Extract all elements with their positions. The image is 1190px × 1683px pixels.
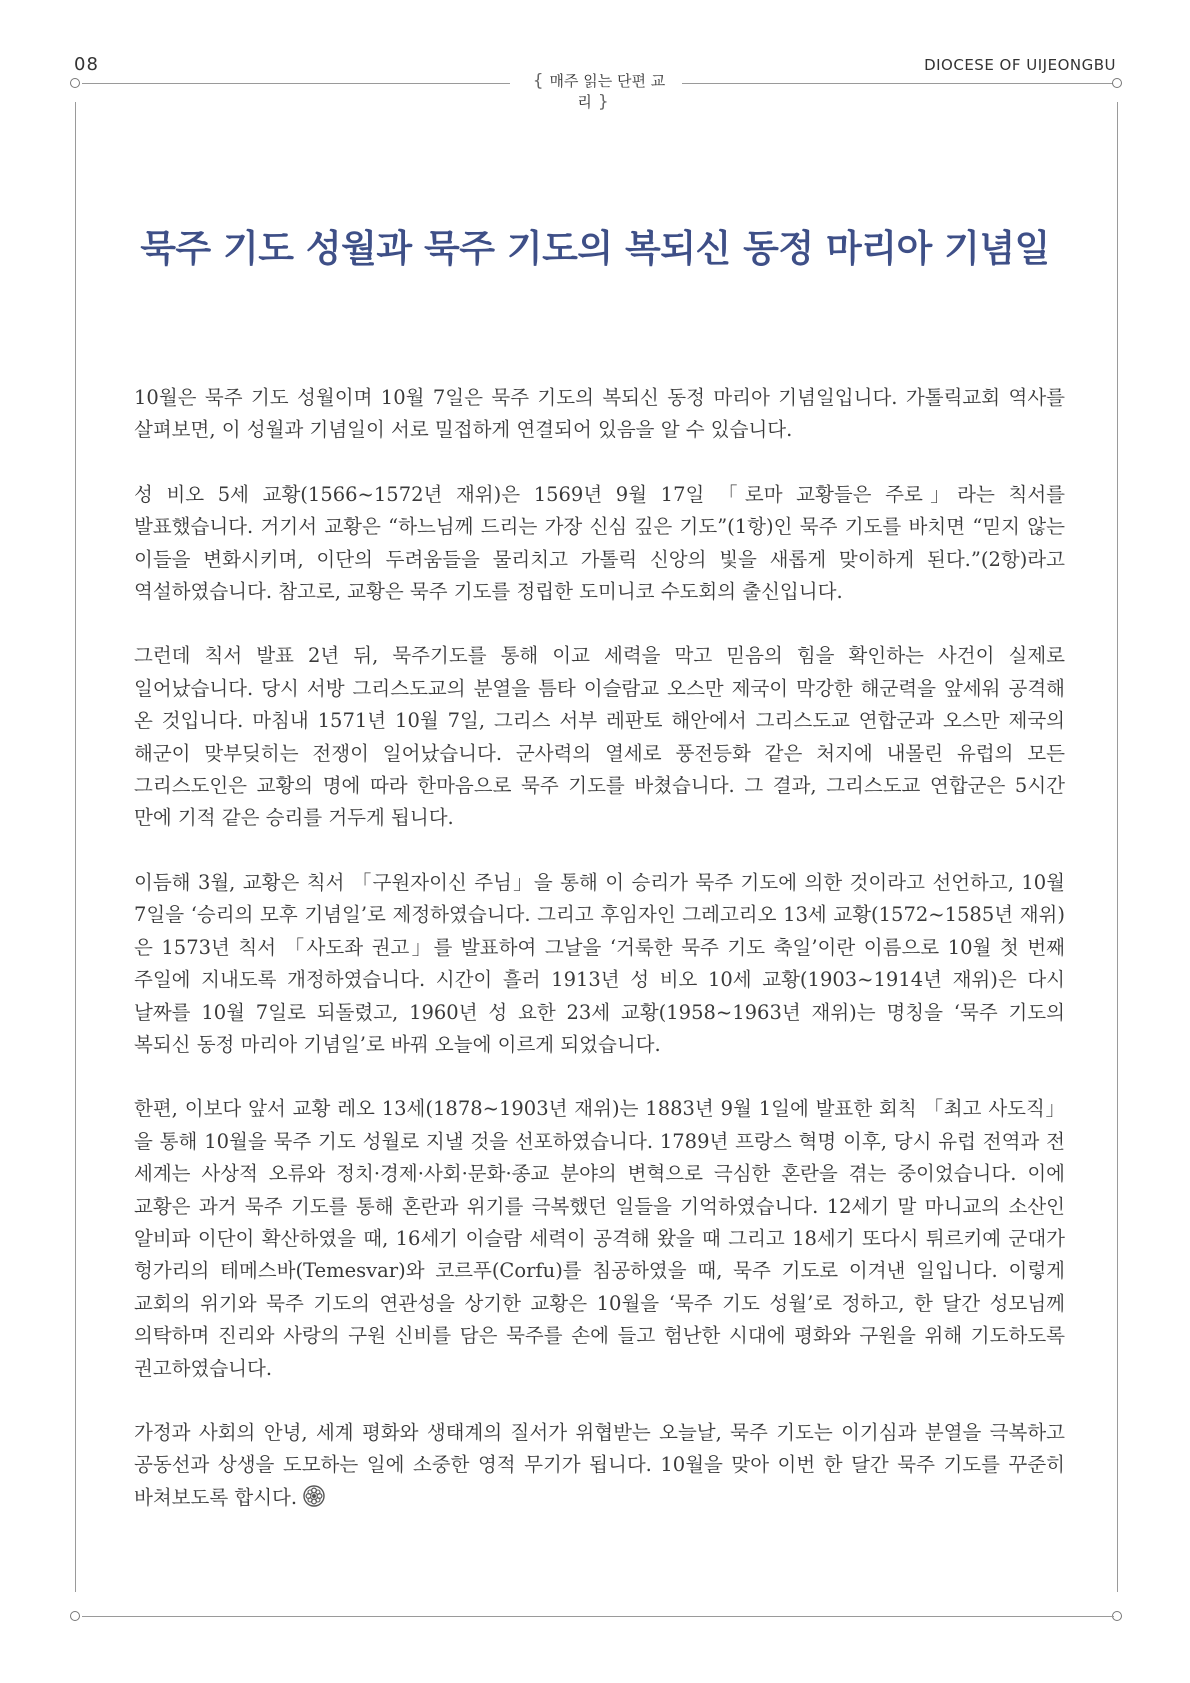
publisher-name: DIOCESE OF UIJEONGBU [924,56,1116,74]
article-paragraph: 그런데 칙서 발표 2년 뒤, 묵주기도를 통해 이교 세력을 막고 믿음의 힘을 확인하는 사건이 실제로 일어났습니다. 당시 서방 그리스도교의 분열을 틈타 이슬람교 오스만 제국이 막강한 해군력을 앞세워 공격해 온 것입니다. 마침내 1571년 10월 7일, 그리스 서부 레판토 해안에서 그리스도교 연합군과 오스만 제국의 해군이 맞부딪히는 전쟁이 일어났습니다. 군사력의 열세로 풍전등화 같은 처지에 내몰린 유럽의 모든 그리스도인은 교황의 명에 따라 한마음으로 묵주 기도를 바쳤습니다. 그 결과, 그리스도교 연합군은 5시간 만에 기적 같은 승리를 거두게 됩니다. [134,644,1065,830]
frame-line-left [75,102,76,1592]
header-rule-right [682,83,1114,84]
header-rule-left [82,83,510,84]
article-title: 묵주 기도 성월과 묵주 기도의 복되신 동정 마리아 기념일 [140,226,1050,270]
frame-corner-circle-top-right [1112,78,1122,88]
series-title: 매주 읽는 단편 교리 [549,72,666,111]
frame-corner-circle-bottom-left [70,1611,80,1621]
article-paragraph: 이듬해 3월, 교황은 칙서 「구원자이신 주님」을 통해 이 승리가 묵주 기도에 의한 것이라고 선언하고, 10월 7일을 ‘승리의 모후 기념일’로 제정하였습니다. 그리고 후임자인 그레고리오 13세 교황(1572~1585년 재위)은 1573년 칙서 「사도좌 권고」를 발표하여 그날을 ‘거룩한 묵주 기도 축일’이란 이름으로 10월 첫 번째 주일에 지내도록 개정하였습니다. 시간이 흘러 1913년 성 비오 10세 교황(1903~1914년 재위)은 다시 날짜를 10월 7일로 되돌렸고, 1960년 성 요한 23세 교황(1958~1963년 재위)는 명칭을 ‘묵주 기도의 복되신 동정 마리아 기념일’로 바꿔 오늘에 이르게 되었습니다. [134,870,1065,1056]
frame-corner-circle-top-left [70,78,80,88]
article-paragraph: 10월은 묵주 기도 성월이며 10월 7일은 묵주 기도의 복되신 동정 마리아 기념일입니다. 가톨릭교회 역사를 살펴보면, 이 성월과 기념일이 서로 밀접하게 연결되어 있음을 알 수 있습니다. [134,386,1065,442]
article-paragraph: 성 비오 5세 교황(1566~1572년 재위)은 1569년 9월 17일 「로마 교황들은 주로」라는 칙서를 발표했습니다. 거기서 교황은 “하느님께 드리는 가장 신심 깊은 기도”(1항)인 묵주 기도를 바치면 “믿지 않는 이들을 변화시키며, 이단의 두려움들을 물리치고 가톨릭 신앙의 빛을 새롭게 맞이하게 된다.”(2항)라고 역설하였습니다. 참고로, 교황은 묵주 기도를 정립한 도미니코 수도회의 출신입니다. [134,482,1065,604]
brace-open: { [532,71,544,91]
brace-close: } [597,92,609,112]
article-closing-paragraph [134,1417,1065,1517]
frame-line-bottom [82,1616,1114,1617]
closing-text: 가정과 사회의 안녕, 세계 평화와 생태계의 질서가 위협받는 오늘날, 묵주 기도는 이기심과 분열을 극복하고 공동선과 상생을 도모하는 일에 소중한 영적 무기가 됩니다. 10월을 맞아 이번 한 달간 묵주 기도를 꾸준히 바쳐보도록 합시다. [134,1420,1065,1509]
series-title-label [510,70,682,112]
article-paragraph: 한편, 이보다 앞서 교황 레오 13세(1878~1903년 재위)는 1883년 9월 1일에 발표한 회칙 「최고 사도직」을 통해 10월을 묵주 기도 성월로 지낼 것을 선포하였습니다. 1789년 프랑스 혁명 이후, 당시 유럽 전역과 전 세계는 사상적 오류와 정치·경제·사회·문화·종교 분야의 변혁으로 극심한 혼란을 겪는 중이었습니다. 이에 교황은 과거 묵주 기도를 통해 혼란과 위기를 극복했던 일들을 기억하였습니다. 12세기 말 마니교의 소산인 알비파 이단이 확산하였을 때, 16세기 이슬람 세력이 공격해 왔을 때 그리고 18세기 또다시 튀르키예 군대가 헝가리의 테메스바(Temesvar)와 코르푸(Corfu)를 침공하였을 때, 묵주 기도로 이겨낸 일입니다. 이렇게 교회의 위기와 묵주 기도의 연관성을 상기한 교황은 10월을 ‘묵주 기도 성월’로 정하고, 한 달간 성모님께 의탁하며 진리와 사랑의 구원 신비를 담은 묵주를 손에 들고 험난한 시대에 평화와 구원을 위해 기도하도록 권고하였습니다. [134,1097,1065,1380]
article-body [134,382,1065,1549]
page-number: 08 [74,54,99,75]
frame-line-right [1117,102,1118,1592]
flower-icon [303,1485,325,1517]
